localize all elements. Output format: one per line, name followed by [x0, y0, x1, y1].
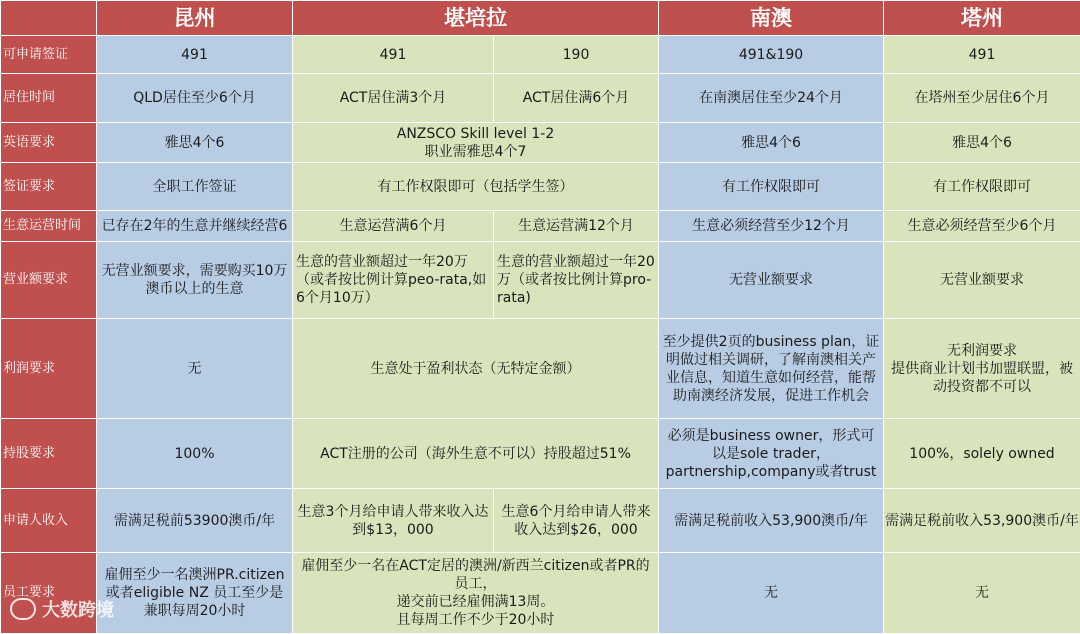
cell-income-canberra-491: 生意3个月给申请人带来收入达到$13，000 — [293, 489, 494, 553]
cell-english-kunming: 雅思4个6 — [97, 123, 293, 163]
cell-english-sa: 雅思4个6 — [659, 123, 884, 163]
cell-residence-canberra-190: ACT居住满6个月 — [494, 74, 659, 123]
cell-visa-kunming: 491 — [97, 36, 293, 74]
english-canberra-line1: ANZSCO Skill level 1-2 — [295, 125, 656, 143]
cell-employees-canberra — [293, 553, 659, 634]
cell-visa-req-canberra: 有工作权限即可（包括学生签） — [293, 163, 659, 211]
header-canberra: 堪培拉 — [293, 1, 659, 36]
cell-employees-kunming: 雇佣至少一名澳洲PR.citizen或者eligible NZ 员工至少是兼职每周20小时 — [97, 553, 293, 634]
cell-turnover-kunming: 无营业额要求，需要购买10万澳币以上的生意 — [97, 242, 293, 319]
cell-visa-tas: 491 — [884, 36, 1080, 74]
employees-canberra-line1: 雇佣至少一名在ACT定居的澳洲/新西兰citizen或者PR的员工， — [295, 557, 656, 593]
cell-visa-req-sa: 有工作权限即可 — [659, 163, 884, 211]
employees-canberra-line2: 递交前已经雇佣满13周。 — [295, 593, 656, 611]
cell-operation-kunming: 已存在2年的生意并继续经营6 — [97, 211, 293, 242]
header-tasmania: 塔州 — [884, 1, 1080, 36]
row-label-turnover: 营业额要求 — [1, 242, 97, 319]
cell-shares-canberra: ACT注册的公司（海外生意不可以）持股超过51% — [293, 419, 659, 489]
cell-operation-tas: 生意必须经营至少6个月 — [884, 211, 1080, 242]
row-operation — [1, 211, 1080, 242]
cell-shares-tas: 100%，solely owned — [884, 419, 1080, 489]
row-label-english: 英语要求 — [1, 123, 97, 163]
row-visa-requirement — [1, 163, 1080, 211]
watermark — [10, 596, 114, 622]
row-employees — [1, 553, 1080, 634]
cell-visa-req-kunming: 全职工作签证 — [97, 163, 293, 211]
cell-profit-tas — [884, 319, 1080, 419]
employees-canberra-line3: 且每周工作不少于20小时 — [295, 611, 656, 629]
profit-tas-line1: 无利润要求 — [886, 342, 1078, 360]
cell-income-canberra-190: 生意6个月给申请人带来收入达到$26，000 — [494, 489, 659, 553]
row-residence — [1, 74, 1080, 123]
cell-turnover-canberra-190: 生意的营业额超过一年20万（或者按比例计算pro-rata) — [494, 242, 659, 319]
cell-visa-canberra-190: 190 — [494, 36, 659, 74]
row-shares — [1, 419, 1080, 489]
row-visa — [1, 36, 1080, 74]
row-profit — [1, 319, 1080, 419]
cell-turnover-canberra-491: 生意的营业额超过一年20万（或者按比例计算peo-rata,如6个月10万） — [293, 242, 494, 319]
cell-residence-kunming: QLD居住至少6个月 — [97, 74, 293, 123]
cell-shares-sa: 必须是business owner，形式可以是sole trader，partnership,company或者trust — [659, 419, 884, 489]
row-label-operation: 生意运营时间 — [1, 211, 97, 242]
row-english — [1, 123, 1080, 163]
cell-shares-kunming: 100% — [97, 419, 293, 489]
cell-operation-canberra-190: 生意运营满12个月 — [494, 211, 659, 242]
cell-income-tas: 需满足税前收入53,900澳币/年 — [884, 489, 1080, 553]
english-canberra-line2: 职业需雅思4个7 — [295, 143, 656, 161]
cell-income-sa: 需满足税前收入53,900澳币/年 — [659, 489, 884, 553]
row-label-profit: 利润要求 — [1, 319, 97, 419]
cell-english-canberra — [293, 123, 659, 163]
cell-visa-canberra-491: 491 — [293, 36, 494, 74]
corner-cell — [1, 1, 97, 36]
cell-residence-canberra-491: ACT居住满3个月 — [293, 74, 494, 123]
cell-visa-sa: 491&190 — [659, 36, 884, 74]
cell-income-kunming: 需满足税前53900澳币/年 — [97, 489, 293, 553]
row-label-visa-requirement: 签证要求 — [1, 163, 97, 211]
cell-profit-sa: 至少提供2页的business plan，证明做过相关调研，了解南澳相关产业信息，知道生意如何经营，能帮助南澳经济发展，促进工作机会 — [659, 319, 884, 419]
row-label-shares: 持股要求 — [1, 419, 97, 489]
header-kunming: 昆州 — [97, 1, 293, 36]
watermark-logo-icon — [10, 598, 36, 620]
cell-profit-kunming: 无 — [97, 319, 293, 419]
row-label-income: 申请人收入 — [1, 489, 97, 553]
row-label-residence: 居住时间 — [1, 74, 97, 123]
cell-employees-tas: 无 — [884, 553, 1080, 634]
profit-tas-line2: 提供商业计划书加盟联盟，被动投资都不可以 — [886, 360, 1078, 396]
watermark-text: 大数跨境 — [42, 596, 114, 622]
cell-residence-sa: 在南澳居住至少24个月 — [659, 74, 884, 123]
cell-visa-req-tas: 有工作权限即可 — [884, 163, 1080, 211]
cell-operation-sa: 生意必须经营至少12个月 — [659, 211, 884, 242]
cell-operation-canberra-491: 生意运营满6个月 — [293, 211, 494, 242]
header-south-australia: 南澳 — [659, 1, 884, 36]
row-income — [1, 489, 1080, 553]
row-turnover — [1, 242, 1080, 319]
cell-employees-sa: 无 — [659, 553, 884, 634]
cell-profit-canberra: 生意处于盈利状态（无特定金额） — [293, 319, 659, 419]
cell-turnover-sa: 无营业额要求 — [659, 242, 884, 319]
row-label-employees: 员工要求 — [1, 553, 97, 634]
cell-residence-tas: 在塔州至少居住6个月 — [884, 74, 1080, 123]
cell-english-tas: 雅思4个6 — [884, 123, 1080, 163]
cell-turnover-tas: 无营业额要求 — [884, 242, 1080, 319]
header-row — [1, 1, 1080, 36]
row-label-visa: 可申请签证 — [1, 36, 97, 74]
